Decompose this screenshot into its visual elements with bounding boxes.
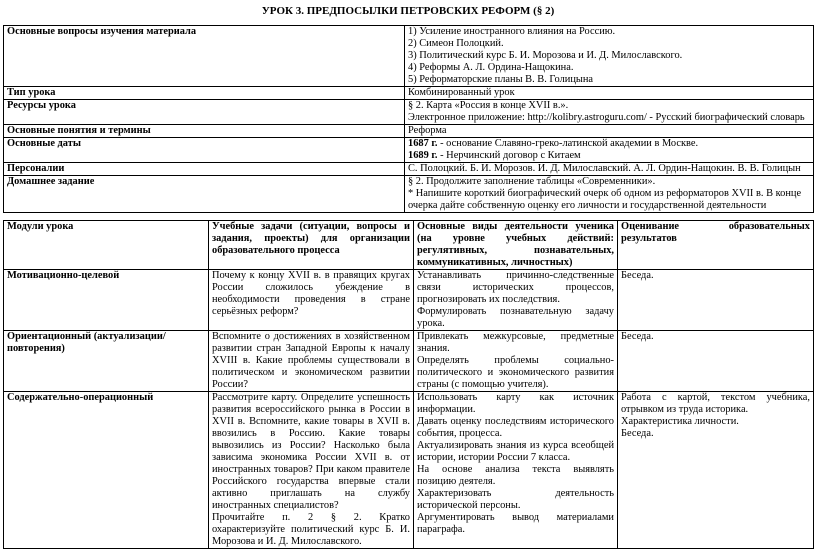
table-row: [4, 331, 814, 392]
homework-cell: [405, 176, 814, 213]
list-item: Устанавливать причинно-следственные связи исторических процессов, прогнозировать их последствия.: [417, 270, 614, 305]
header-tasks: Учебные задачи (ситуации, вопросы и задания, проекты) для организации образовательного процесса: [209, 221, 414, 270]
dates-label: Основные даты: [4, 138, 405, 163]
table-row: [4, 87, 814, 100]
module-evaluation: Беседа.: [618, 270, 814, 331]
resources-cell: [405, 100, 814, 125]
list-item: Использовать карту как источник информации.: [417, 392, 614, 415]
questions-cell: [405, 26, 814, 87]
list-item: Аргументировать вывод материалами параграфа.: [417, 512, 614, 535]
date-text: - Нерчинский договор с Китаем: [437, 150, 581, 161]
list-item: На основе анализа текста выявлять позицию деятеля.: [417, 464, 614, 487]
table-row: [4, 163, 814, 176]
list-item: Характеристика личности.: [621, 416, 739, 427]
table-row: [4, 138, 814, 163]
module-evaluation: Беседа.: [618, 331, 814, 392]
list-item: Характеризовать деятельность исторической персоны.: [417, 488, 614, 511]
header-evaluation: Оценивание образовательных результатов: [618, 221, 814, 270]
table-row: [4, 100, 814, 125]
list-item: 2) Симеон Полоцкий.: [408, 38, 504, 49]
resources-label: Ресурсы урока: [4, 100, 405, 125]
list-item: Привлекать межкурсовые, предметные знания.: [417, 331, 614, 354]
page-title: УРОК 3. ПРЕДПОСЫЛКИ ПЕТРОВСКИХ РЕФОРМ (§ 2): [261, 5, 555, 17]
list-item: Актуализировать знания из курса всеобщей истории, истории России 7 класса.: [417, 440, 614, 463]
table-row: [4, 270, 814, 331]
table-row: [4, 392, 814, 549]
module-activity: [414, 331, 618, 392]
module-name: Мотивационно-целевой: [4, 270, 209, 331]
module-name: Ориентационный (актуализации/повторения): [4, 331, 209, 392]
list-item: § 2. Продолжите заполнение таблицы «Современники».: [408, 176, 656, 187]
modules-table: [3, 220, 814, 549]
table-row: [4, 26, 814, 87]
list-item: 1) Усиление иностранного влияния на Россию.: [408, 26, 616, 37]
module-name: Содержательно-операционный: [4, 392, 209, 549]
task-text: Рассмотрите карту. Определите успешность развития всероссийского рынка в России в XVII в. Вспомните, какие товары в XVII в. ввозились в Россию. Какие товары вывозились из России? Насколько была зависима экономика России XVII в. от иностранных товаров? При каком правителе Российского государства впервые стали активно приглашать на службу иностранных специалистов?: [212, 392, 410, 511]
header-activities: Основные виды деятельности ученика (на уровне учебных действий: регулятивных, познавательных, коммуникативных, личностных): [414, 221, 618, 270]
date-year: 1687 г.: [408, 138, 438, 149]
questions-label: Основные вопросы изучения материала: [4, 26, 405, 87]
table-row: [4, 125, 814, 138]
list-item: Давать оценку последствиям исторического события, процесса.: [417, 416, 614, 439]
header-modules: Модули урока: [4, 221, 209, 270]
module-task: Вспомните о достижениях в хозяйственном развитии стран Западной Европы к началу XVIII в. Какие проблемы существовали в политическом и экономическом развитии России?: [209, 331, 414, 392]
list-item: § 2. Карта «Россия в конце XVII в.».: [408, 100, 569, 111]
list-item: * Напишите короткий биографический очерк об одном из реформаторов XVII в. В конце очерка дайте собственную оценку его личности и государственной деятельности: [408, 188, 802, 211]
task-text: Прочитайте п. 2 § 2. Кратко охарактеризуйте политический курс Б. И. Морозова и И. Д. Милославского.: [212, 512, 410, 547]
module-evaluation: [618, 392, 814, 549]
type-label: Тип урока: [4, 87, 405, 100]
list-item: Работа с картой, текстом учебника, отрывком из труда историка.: [621, 392, 810, 415]
module-task: Почему к концу XVII в. в правящих кругах России сложилось убеждение в необходимости проведения в стране серьёзных реформ?: [209, 270, 414, 331]
list-item: 5) Реформаторские планы В. В. Голицына: [408, 74, 594, 85]
list-item: Электронное приложение: http://kolibry.astroguru.com/ - Русский биографический словарь: [408, 112, 805, 123]
type-value: Комбинированный урок: [405, 87, 814, 100]
lesson-info-table: [3, 25, 814, 213]
list-item: 3) Политический курс Б. И. Морозова и И. Д. Милославского.: [408, 50, 683, 61]
table-header-row: [4, 221, 814, 270]
persons-value: С. Полоцкий. Б. И. Морозов. И. Д. Милославский. А. Л. Ордин-Нащокин. В. В. Голицын: [405, 163, 814, 176]
module-activity: [414, 270, 618, 331]
concepts-value: Реформа: [405, 125, 814, 138]
persons-label: Персоналии: [4, 163, 405, 176]
homework-label: Домашнее задание: [4, 176, 405, 213]
list-item: Определять проблемы социально-политического и экономического развития страны (с помощью учителя).: [417, 355, 614, 390]
date-year: 1689 г.: [408, 150, 438, 161]
table-row: [4, 176, 814, 213]
list-item: 4) Реформы А. Л. Ордина-Нащокина.: [408, 62, 574, 73]
list-item: [408, 138, 810, 150]
module-activity: [414, 392, 618, 549]
list-item: [408, 150, 810, 162]
concepts-label: Основные понятия и термины: [4, 125, 405, 138]
dates-cell: [405, 138, 814, 163]
list-item: Формулировать познавательную задачу урока.: [417, 306, 614, 329]
date-text: - основание Славяно-греко-латинской академии в Москве.: [437, 138, 699, 149]
module-task: [209, 392, 414, 549]
list-item: Беседа.: [621, 428, 654, 439]
